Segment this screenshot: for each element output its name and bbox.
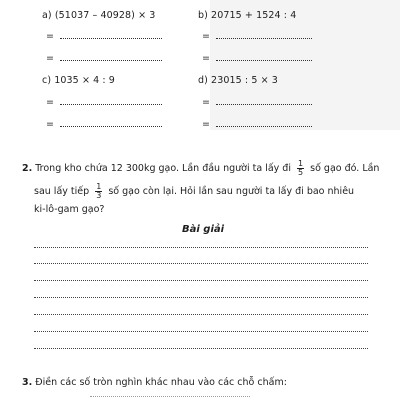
solution-answer-line — [34, 314, 368, 315]
exercise-2-line-1 — [22, 160, 379, 177]
answer-line-a-2 — [46, 53, 162, 64]
dotted-answer-blank — [60, 59, 162, 61]
dotted-answer-blank — [216, 59, 312, 61]
equals-sign: = — [202, 31, 210, 42]
dotted-answer-blank — [216, 125, 312, 127]
solution-answer-line — [34, 247, 368, 248]
expression-a: a) (51037 – 40928) × 3 — [42, 10, 156, 21]
answer-line-c-2 — [46, 119, 162, 130]
fraction-one-fifth — [297, 160, 304, 177]
exercise-number: 2. — [22, 163, 33, 174]
solution-answer-line — [34, 263, 368, 264]
expression-d: d) 23015 : 5 × 3 — [198, 75, 278, 86]
expression-c: c) 1035 × 4 : 9 — [42, 75, 115, 86]
answer-line-b-2 — [202, 53, 312, 64]
solution-answer-line — [34, 348, 368, 349]
problem-text: số gạo đó. Lần — [310, 163, 380, 174]
exercise-2-line-3: ki-lô-gam gạo? — [34, 204, 105, 215]
fraction-denominator: 5 — [298, 168, 304, 177]
equals-sign: = — [46, 53, 54, 64]
equals-sign: = — [46, 97, 54, 108]
fraction-one-third — [95, 183, 102, 200]
dotted-answer-blank — [60, 125, 162, 127]
fraction-numerator: 1 — [298, 159, 304, 168]
problem-text: số gạo còn lại. Hỏi lần sau người ta lấy đi bao nhiêu — [108, 186, 355, 197]
exercise-3-line-1 — [22, 377, 287, 389]
fraction-numerator: 1 — [96, 182, 102, 191]
answer-line-a-1 — [46, 31, 162, 42]
equals-sign: = — [202, 97, 210, 108]
answer-line-d-2 — [202, 119, 312, 130]
problem-text: Trong kho chứa 12 300kg gạo. Lần đầu người ta lấy đi — [35, 163, 291, 174]
dotted-answer-blank — [60, 103, 162, 105]
problem-text: sau lấy tiếp — [34, 186, 90, 197]
exercise-number: 3. — [22, 377, 33, 388]
answer-line-c-1 — [46, 97, 162, 108]
solution-answer-line — [34, 331, 368, 332]
dotted-answer-blank — [216, 103, 312, 105]
solution-title: Bài giải — [182, 224, 225, 235]
equals-sign: = — [202, 119, 210, 130]
equals-sign: = — [202, 53, 210, 64]
equals-sign: = — [46, 31, 54, 42]
exercise-2-line-2 — [34, 183, 354, 200]
solution-answer-line — [34, 280, 368, 281]
dotted-answer-blank — [216, 37, 312, 39]
solution-answer-line — [34, 297, 368, 298]
equals-sign: = — [46, 119, 54, 130]
cut-off-next-line — [90, 396, 250, 400]
answer-line-b-1 — [202, 31, 312, 42]
answer-line-d-1 — [202, 97, 312, 108]
fraction-denominator: 3 — [96, 191, 102, 200]
problem-text: Điền các số tròn nghìn khác nhau vào các chỗ chấm: — [35, 377, 287, 388]
expression-b: b) 20715 + 1524 : 4 — [198, 10, 297, 21]
dotted-answer-blank — [60, 37, 162, 39]
